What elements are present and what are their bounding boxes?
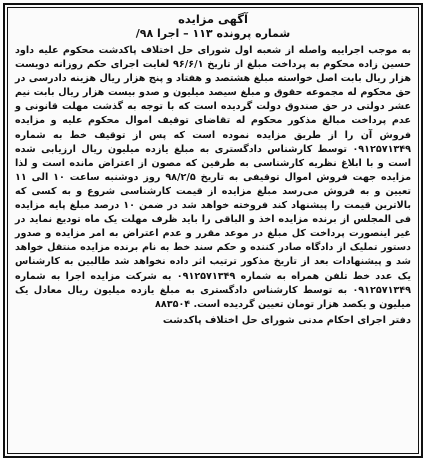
auction-notice <box>3 3 423 458</box>
case-number: شماره پرونده ۱۱۳ – اجرا ۹۸/ <box>135 27 291 40</box>
notice-title: آگهی مزایده <box>178 12 248 26</box>
issuing-office: دفتر اجرای احکام مدنی شورای حل اختلاف پاکدشت <box>162 314 411 326</box>
notice-body: به موجب اجراییه واصله از شعبه اول شورای حل اختلاف پاکدشت محکوم علیه داود حسین زاده محکوم به پرداخت مبلغ از تاریخ ۹۶/۶/۱ لغایت اجرای حکم روزانه دویست هزار ریال بابت اصل خواسته مبلغ هشتصد و هفتاد و پنج هزار ریال هزینه دادرسی در حق محکوم له مجموعه حقوق و مبلغ سیصد میلیون و صدو بیست هزار ریال بابت نیم عشر دولتی در حق صندوق دولت گردیده است که با توجه به گذشت مهلت قانونی و عدم پرداخت مبالغ مذکور محکوم له تقاضای توقیف اموال محکوم علیه و مزایده فروش آن را از طریق مزایده نموده است که پس از توقیف خط به شماره ۰۹۱۲۵۷۱۳۴۹ توسط کارشناس دادگستری به مبلغ یازده میلیون ریال ارزیابی شده است و با ابلاغ نظریه کارشناسی به طرفین که مصون از اعتراض مانده است و لذا مزایده جهت فروش اموال توقیفی به تاریخ ۹۸/۲/۵ روز دوشنبه ساعت ۱۰ الی ۱۱ تعیین و به فروش می‌رسد مبلغ مزایده از قیمت کارشناسی شروع و به کسی که بالاترین قیمت را پیشنهاد کند فروخته خواهد شد در ضمن ۱۰ درصد مبلغ پایه مزایده فی المجلس از برنده مزایده اخذ و الباقی را باید ظرف مهلت یک ماه تودیع نماید در غیر اینصورت پرداخت کل مبلغ در موعد مقرر و عدم اعتراض به امر مزایده و صدور دستور تملیک از دادگاه صادر کننده و حکم سند خط به نام برنده مزایده منتقل خواهد شد و پیشنهادات بعد از تاریخ مذکور ترتیب اثر داده نخواهد شد طالبین به کارشناس یک عدد خط تلفن همراه به شماره ۰۹۱۲۵۷۱۳۴۹ به شرکت مزایده اجرا به شماره ۰۹۱۲۵۷۱۳۴۹ به توسط کارشناس دادگستری به مبلغ یازده میلیون ریال معادل یک میلیون و یکصد هزار تومان تعیین گردیده است. ۸۸۳۵۰۴ <box>15 45 412 310</box>
